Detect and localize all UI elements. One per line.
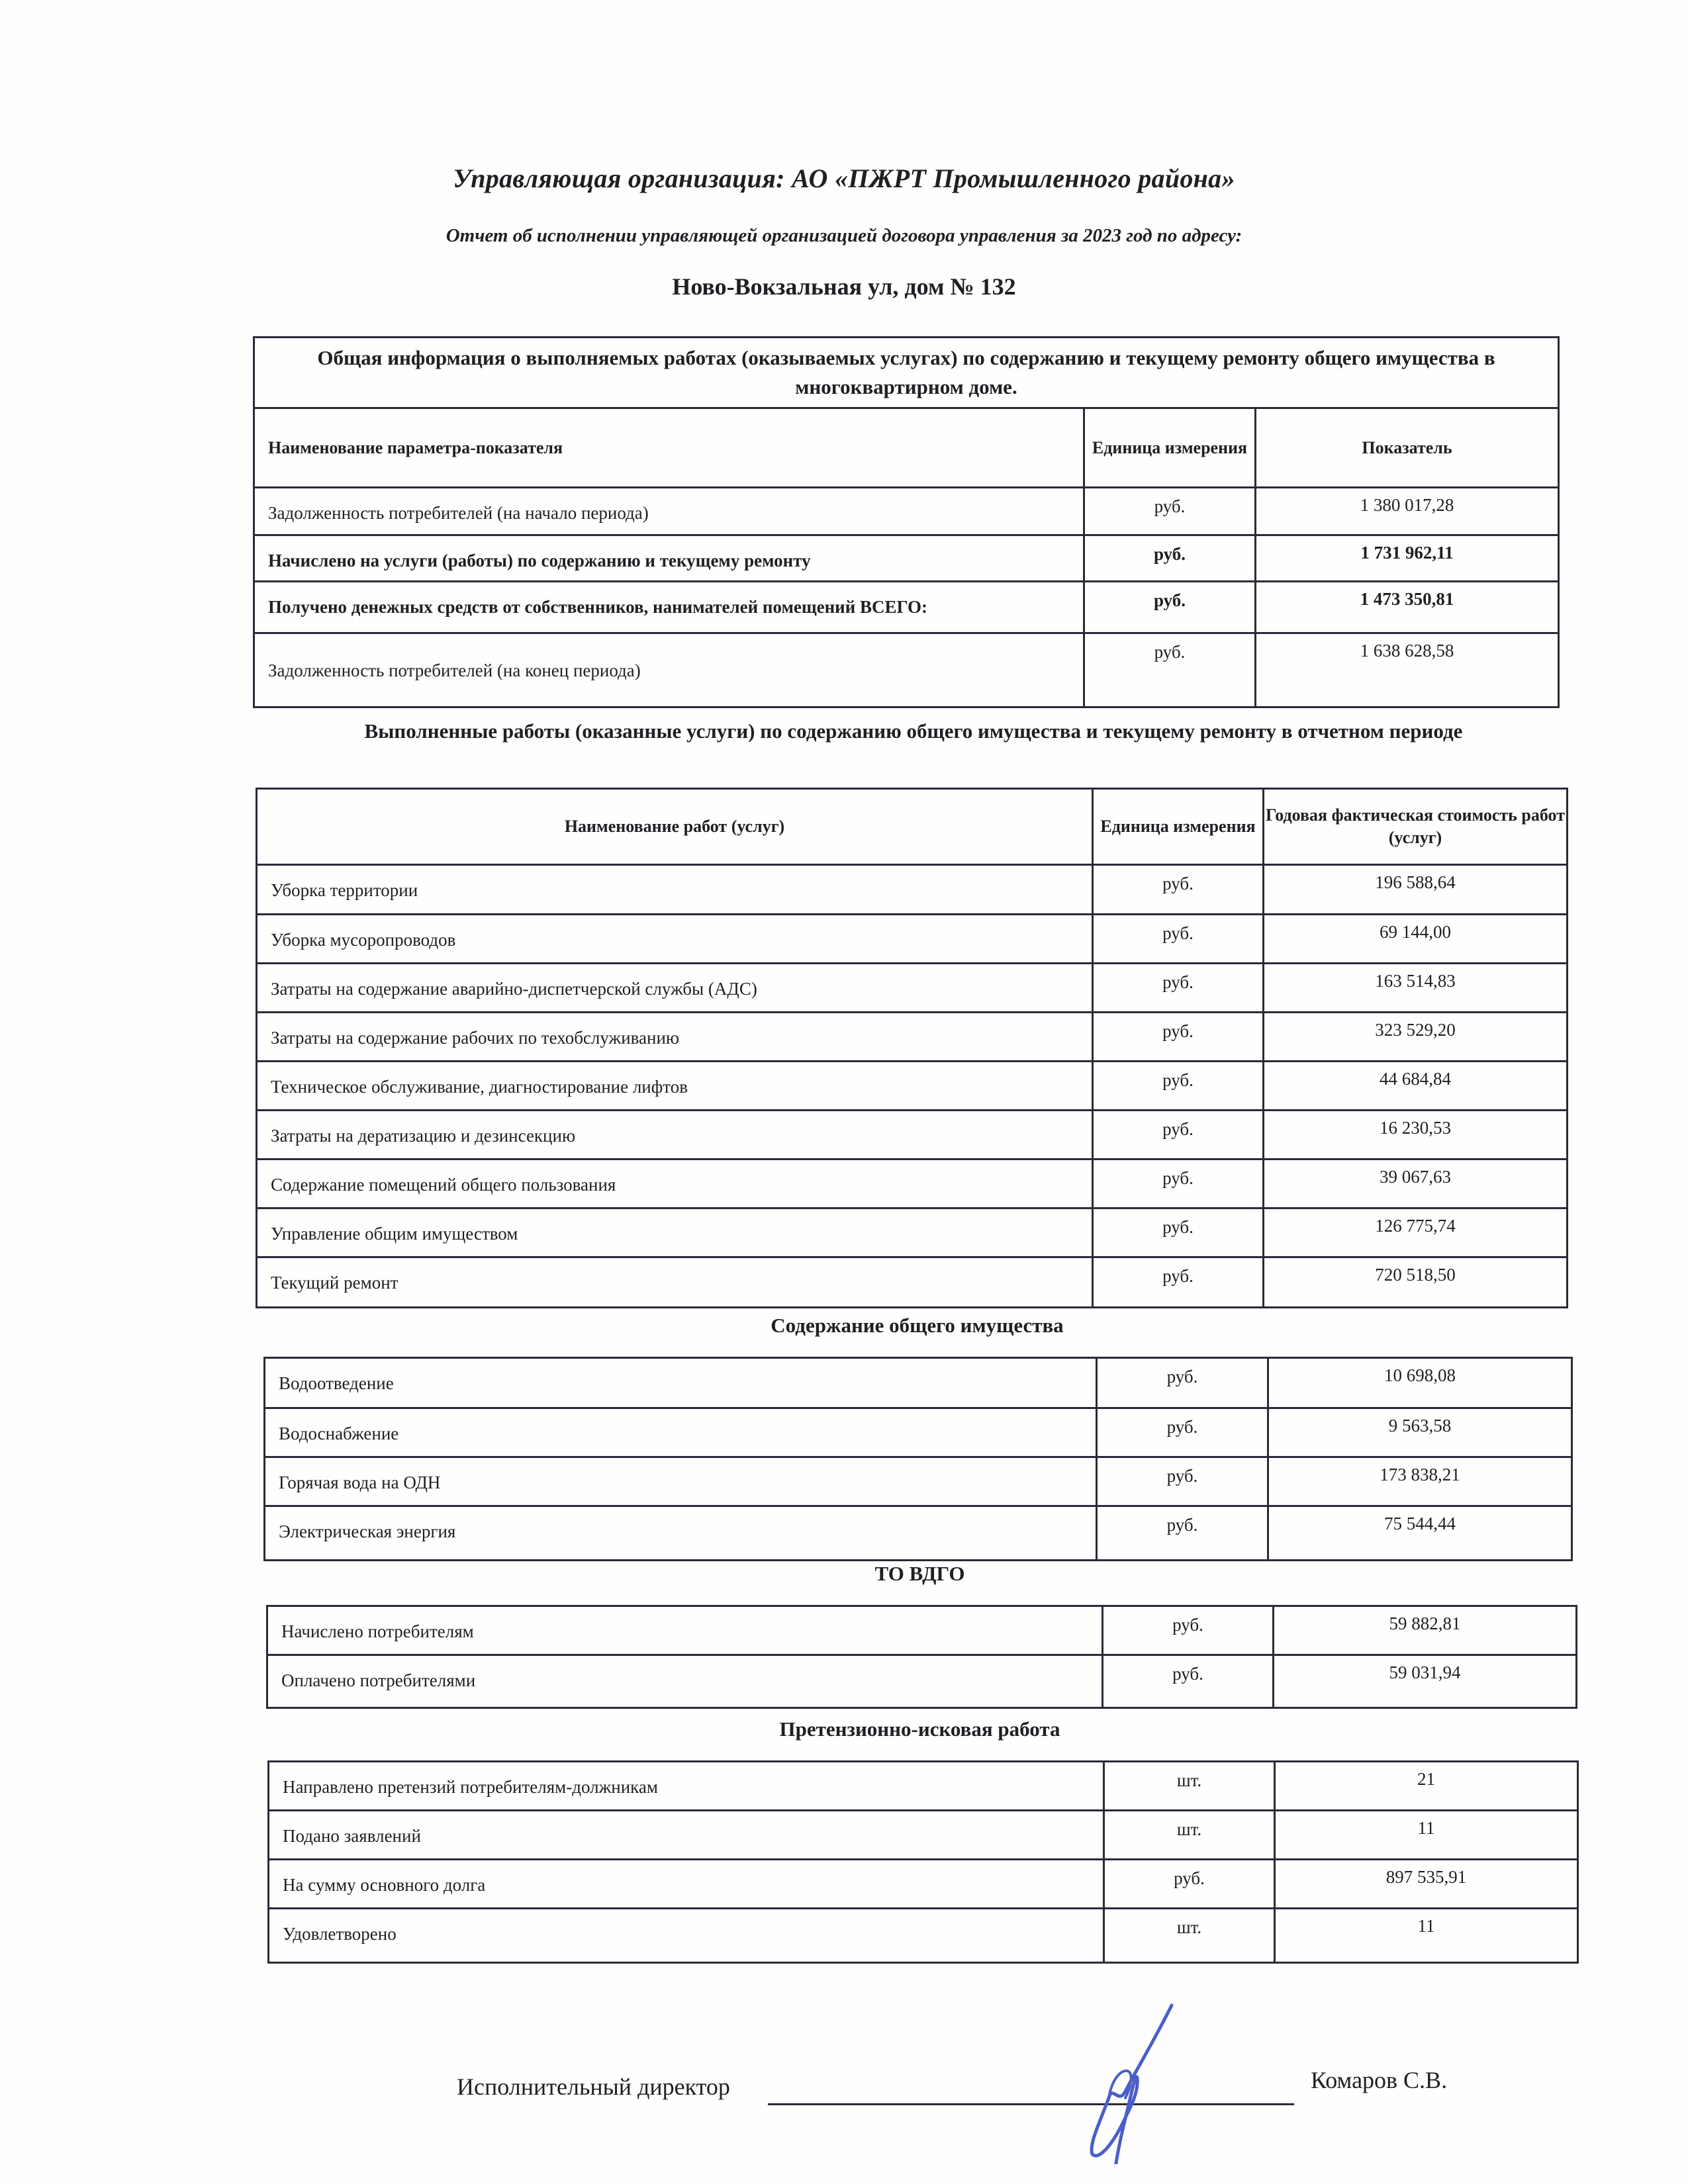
row-unit: руб. bbox=[1084, 535, 1256, 582]
common-property-table bbox=[263, 1357, 1573, 1561]
row-value: 11 bbox=[1275, 1909, 1578, 1963]
table-row bbox=[269, 1811, 1578, 1860]
row-unit: руб. bbox=[1103, 1606, 1274, 1655]
table-row bbox=[267, 1655, 1577, 1708]
table-row bbox=[265, 1358, 1572, 1408]
row-value: 1 380 017,28 bbox=[1256, 488, 1559, 535]
table-row bbox=[265, 1408, 1572, 1457]
table-row bbox=[254, 582, 1559, 633]
row-name: Начислено на услуги (работы) по содержанию и текущему ремонту bbox=[254, 535, 1084, 582]
row-name: Уборка территории bbox=[257, 865, 1093, 915]
row-name: Задолженность потребителей (на конец периода) bbox=[254, 633, 1084, 707]
table-row bbox=[257, 1208, 1568, 1257]
column-header-annual-cost: Годовая фактическая стоимость работ (услуг) bbox=[1264, 789, 1568, 865]
row-unit: шт. bbox=[1104, 1909, 1275, 1963]
row-value: 9 563,58 bbox=[1268, 1408, 1572, 1457]
row-value: 897 535,91 bbox=[1275, 1860, 1578, 1909]
table-row bbox=[265, 1457, 1572, 1506]
table-row bbox=[257, 1062, 1568, 1111]
row-value: 1 638 628,58 bbox=[1256, 633, 1559, 707]
row-name: Водоотведение bbox=[265, 1358, 1097, 1408]
table-row bbox=[269, 1909, 1578, 1963]
row-unit: руб. bbox=[1093, 1208, 1264, 1257]
table-row bbox=[254, 535, 1559, 582]
table-header-row bbox=[257, 789, 1568, 865]
row-value: 720 518,50 bbox=[1264, 1257, 1568, 1308]
row-unit: руб. bbox=[1093, 1013, 1264, 1062]
row-name: Затраты на содержание рабочих по техобслуживанию bbox=[257, 1013, 1093, 1062]
claims-table bbox=[267, 1760, 1579, 1964]
organization-title: Управляющая организация: АО «ПЖРТ Промышленного района» bbox=[453, 163, 1235, 193]
table-row bbox=[257, 915, 1568, 964]
row-name: Начислено потребителям bbox=[267, 1606, 1103, 1655]
row-unit: шт. bbox=[1104, 1811, 1275, 1860]
row-value: 11 bbox=[1275, 1811, 1578, 1860]
row-name: Оплачено потребителями bbox=[267, 1655, 1103, 1708]
table-row bbox=[257, 1257, 1568, 1308]
row-name: На сумму основного долга bbox=[269, 1860, 1104, 1909]
signature-line bbox=[768, 2103, 1294, 2105]
row-value: 39 067,63 bbox=[1264, 1160, 1568, 1208]
table-row bbox=[257, 964, 1568, 1013]
row-name: Уборка мусоропроводов bbox=[257, 915, 1093, 964]
row-unit: руб. bbox=[1093, 865, 1264, 915]
row-name: Водоснабжение bbox=[265, 1408, 1097, 1457]
table-row bbox=[257, 1013, 1568, 1062]
column-header-value: Показатель bbox=[1256, 408, 1559, 488]
row-unit: руб. bbox=[1097, 1358, 1268, 1408]
general-info-heading: Общая информация о выполняемых работах (оказываемых услугах) по содержанию и текущему ремонту общего имущества в многоквартирном доме. bbox=[254, 338, 1559, 408]
row-unit: руб. bbox=[1093, 1062, 1264, 1111]
row-unit: руб. bbox=[1084, 488, 1256, 535]
row-name: Затраты на дератизацию и дезинсекцию bbox=[257, 1111, 1093, 1160]
column-header-unit: Единица измерения bbox=[1093, 789, 1264, 865]
row-value: 10 698,08 bbox=[1268, 1358, 1572, 1408]
row-unit: руб. bbox=[1097, 1506, 1268, 1561]
signature-block bbox=[457, 2058, 1489, 2111]
row-unit: руб. bbox=[1084, 582, 1256, 633]
common-property-heading: Содержание общего имущества bbox=[771, 1314, 1064, 1337]
table-row bbox=[269, 1860, 1578, 1909]
row-name: Управление общим имуществом bbox=[257, 1208, 1093, 1257]
row-value: 75 544,44 bbox=[1268, 1506, 1572, 1561]
vdgo-table bbox=[266, 1605, 1577, 1709]
row-name: Содержание помещений общего пользования bbox=[257, 1160, 1093, 1208]
row-value: 126 775,74 bbox=[1264, 1208, 1568, 1257]
row-name: Получено денежных средств от собственников, нанимателей помещений ВСЕГО: bbox=[254, 582, 1084, 633]
table-row bbox=[257, 865, 1568, 915]
row-unit: руб. bbox=[1093, 1111, 1264, 1160]
row-unit: руб. bbox=[1093, 915, 1264, 964]
signatory-position: Исполнительный директор bbox=[457, 2073, 730, 2100]
table-row bbox=[254, 633, 1559, 707]
row-unit: руб. bbox=[1097, 1457, 1268, 1506]
row-value: 59 031,94 bbox=[1274, 1655, 1577, 1708]
row-name: Задолженность потребителей (на начало периода) bbox=[254, 488, 1084, 535]
row-unit: руб. bbox=[1103, 1655, 1274, 1708]
row-value: 1 731 962,11 bbox=[1256, 535, 1559, 582]
row-unit: шт. bbox=[1104, 1762, 1275, 1811]
report-subtitle: Отчет об исполнении управляющей организацией договора управления за 2023 год по адресу: bbox=[445, 225, 1243, 246]
row-unit: руб. bbox=[1093, 964, 1264, 1013]
row-value: 59 882,81 bbox=[1274, 1606, 1577, 1655]
works-table bbox=[256, 788, 1568, 1308]
row-value: 323 529,20 bbox=[1264, 1013, 1568, 1062]
row-value: 163 514,83 bbox=[1264, 964, 1568, 1013]
table-row bbox=[269, 1762, 1578, 1811]
row-value: 173 838,21 bbox=[1268, 1457, 1572, 1506]
claims-heading: Претензионно-исковая работа bbox=[779, 1717, 1060, 1741]
vdgo-heading: ТО ВДГО bbox=[874, 1562, 965, 1585]
row-name: Горячая вода на ОДН bbox=[265, 1457, 1097, 1506]
column-header-work-name: Наименование работ (услуг) bbox=[257, 789, 1093, 865]
row-unit: руб. bbox=[1097, 1408, 1268, 1457]
signatory-name: Комаров С.В. bbox=[1311, 2067, 1448, 2093]
row-name: Направлено претензий потребителям-должникам bbox=[269, 1762, 1104, 1811]
row-unit: руб. bbox=[1093, 1160, 1264, 1208]
table-row bbox=[257, 1160, 1568, 1208]
works-section-heading: Выполненные работы (оказанные услуги) по содержанию общего имущества и текущему ремонту в отчетном периоде bbox=[364, 719, 1463, 743]
row-unit: руб. bbox=[1104, 1860, 1275, 1909]
table-header-row bbox=[254, 408, 1559, 488]
column-header-unit: Единица измерения bbox=[1084, 408, 1256, 488]
row-value: 1 473 350,81 bbox=[1256, 582, 1559, 633]
row-value: 16 230,53 bbox=[1264, 1111, 1568, 1160]
row-unit: руб. bbox=[1093, 1257, 1264, 1308]
general-info-heading-row bbox=[254, 338, 1559, 408]
table-row bbox=[257, 1111, 1568, 1160]
table-row bbox=[254, 488, 1559, 535]
row-value: 44 684,84 bbox=[1264, 1062, 1568, 1111]
row-unit: руб. bbox=[1084, 633, 1256, 707]
row-name: Удовлетворено bbox=[269, 1909, 1104, 1963]
building-address: Ново-Вокзальная ул, дом № 132 bbox=[672, 273, 1016, 300]
general-info-table bbox=[253, 336, 1560, 708]
row-name: Текущий ремонт bbox=[257, 1257, 1093, 1308]
row-value: 21 bbox=[1275, 1762, 1578, 1811]
handwritten-signature-icon bbox=[1072, 1992, 1192, 2164]
row-name: Подано заявлений bbox=[269, 1811, 1104, 1860]
row-value: 69 144,00 bbox=[1264, 915, 1568, 964]
table-row bbox=[267, 1606, 1577, 1655]
row-name: Техническое обслуживание, диагностирование лифтов bbox=[257, 1062, 1093, 1111]
table-row bbox=[265, 1506, 1572, 1561]
row-name: Затраты на содержание аварийно-диспетчерской службы (АДС) bbox=[257, 964, 1093, 1013]
row-value: 196 588,64 bbox=[1264, 865, 1568, 915]
column-header-parameter: Наименование параметра-показателя bbox=[254, 408, 1084, 488]
row-name: Электрическая энергия bbox=[265, 1506, 1097, 1561]
